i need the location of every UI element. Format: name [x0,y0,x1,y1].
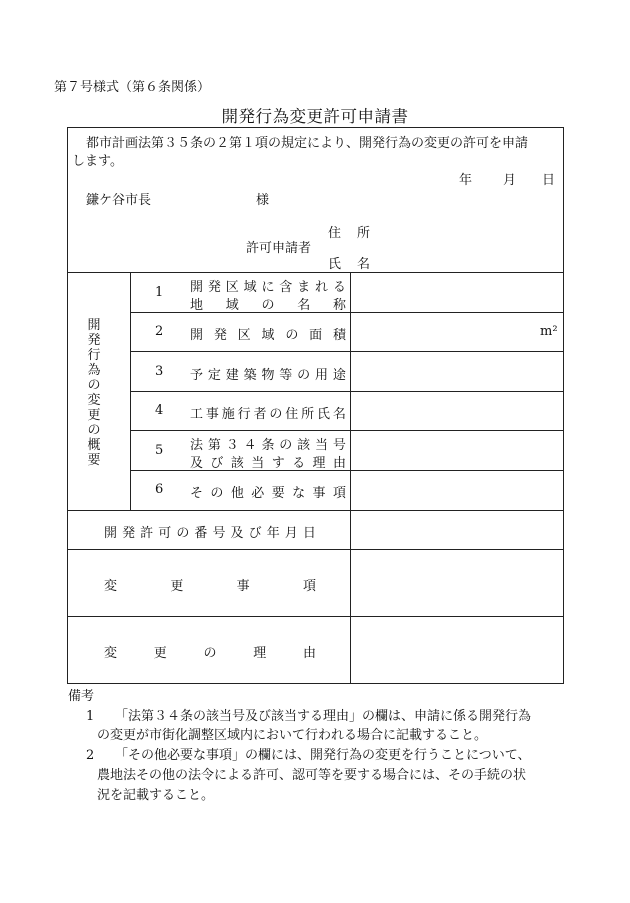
note-text-line: 「その他必要な事項」の欄には、開発行為の変更を行うことについて、 [115,748,531,763]
row-number: 1 [155,285,164,300]
intro-text-line-1: 都市計画法第３５条の２第１項の規定により、開発行為の変更の許可を申請 [86,136,529,151]
row-number: 4 [155,403,164,418]
row-label: そ の 他 必 要 な 事 項 [190,486,346,501]
row-number: 5 [155,443,164,458]
address-label: 住 所 [328,226,370,241]
permit-number-date-label: 開 発 許 可 の 番 号 及 び 年 月 日 [104,526,316,541]
row-label: 工 事 施 行 者 の 住 所 氏 名 [190,407,346,422]
row-label: 開 発 区 域 の 面 積 [190,328,346,343]
addressee-label: 鎌ケ谷市長 [86,193,152,208]
summary-section-label: 開 発 行 為 の 変 更 の 概 要 [87,318,101,468]
date-day-label: 日 [542,173,556,188]
notes-heading: 備考 [68,689,95,704]
grid-line [130,391,564,392]
area-unit-label: m² [540,324,558,339]
row-label-line-1: 法 第 ３ ４ 条 の 該 当 号 [190,438,346,453]
change-items-label: 変 更 事 項 [104,579,316,594]
grid-line [130,272,131,510]
row-label-line-2: 地 域 の 名 称 [190,298,346,313]
applicant-label: 許可申請者 [246,241,312,256]
change-reason-label: 変 更 の 理 由 [104,646,316,661]
row-label-line-2: 及 び 該 当 す る 理 由 [190,456,346,471]
grid-line [67,616,564,617]
grid-line [67,272,564,273]
form-number-label: 第７号様式（第６条関係） [54,80,211,95]
note-text-line: 況を記載すること。 [97,788,215,803]
intro-text-line-2: します。 [72,154,123,169]
row-label: 予 定 建 築 物 等 の 用 途 [190,368,346,383]
name-label: 氏 名 [328,257,370,272]
grid-line [67,549,564,550]
grid-line [130,351,564,352]
note-text-line: 「法第３４条の該当号及び該当する理由」の欄は、申請に係る開発行為 [115,709,532,724]
note-number: 2 [86,748,95,763]
note-number: 1 [86,709,95,724]
row-number: 3 [155,364,164,379]
row-number: 2 [155,324,164,339]
grid-line [130,430,564,431]
note-text-line: 農地法その他の法令による許可、認可等を要する場合には、その手続の状 [97,768,527,783]
date-year-label: 年 [459,173,473,188]
date-month-label: 月 [503,173,517,188]
honorific-label: 様 [256,193,270,208]
grid-line [67,510,564,511]
row-number: 6 [155,482,164,497]
note-text-line: の変更が市街化調整区域内において行われる場合に記載すること。 [97,728,488,743]
form-title: 開発行為変更許可申請書 [221,107,409,126]
row-label-line-1: 開 発 区 域 に 含 ま れ る [190,280,346,295]
grid-line [350,272,351,684]
